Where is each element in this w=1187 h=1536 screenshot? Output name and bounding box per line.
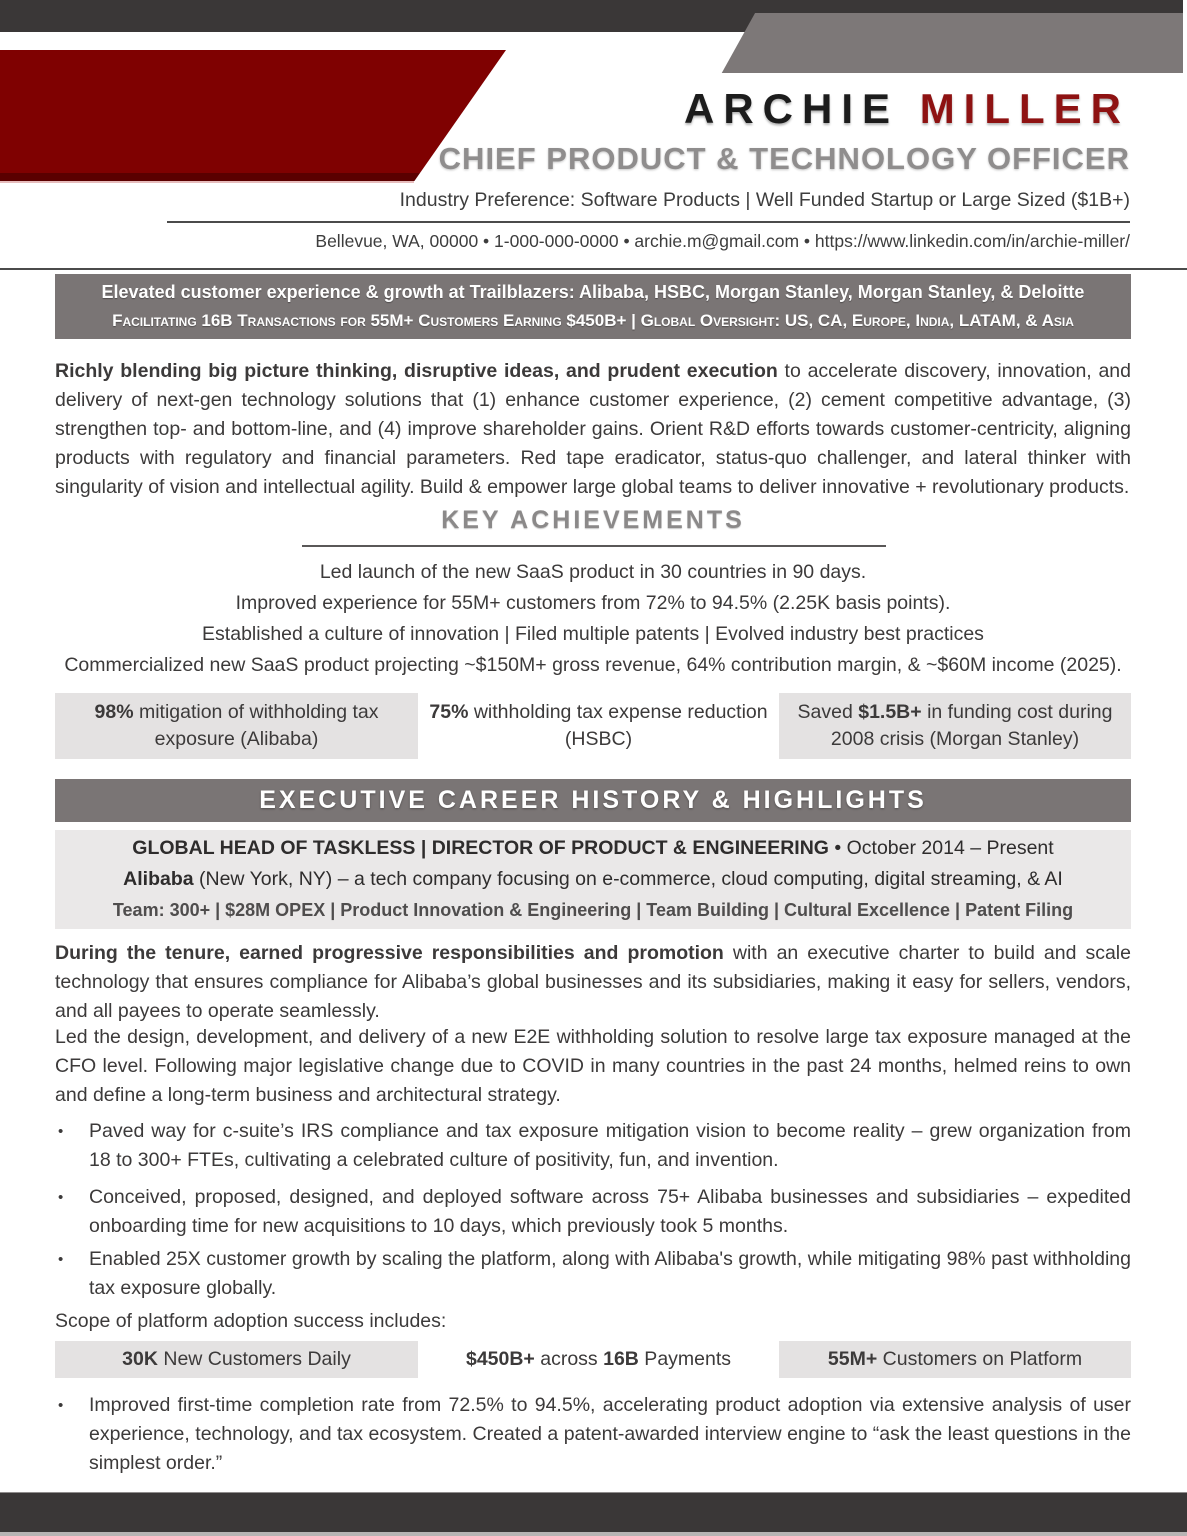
paragraph-e2e: Led the design, development, and delivery of a new E2E withholding solution to resolve large tax exposure managed at the CFO level. Following major legislative change due to COVID in many countries in the past 24 months, helmed reins to own and define a long-term business and architectural strategy.	[55, 1026, 1131, 1106]
bullet-item	[55, 1245, 1131, 1303]
bullet-text: Paved way for c-suite’s IRS compliance and tax exposure mitigation vision to become reality – grew organization from 18 to 300+ FTEs, cultivating a celebrated culture of positivity, fun, and invention.	[89, 1120, 1131, 1171]
role-line: GLOBAL HEAD OF TASKLESS | DIRECTOR OF PRODUCT & ENGINEERING • October 2014 – Present	[132, 837, 1054, 859]
last-name: MILLER	[919, 85, 1130, 132]
page-divider	[0, 268, 1187, 270]
header	[55, 84, 1130, 252]
person-name	[55, 84, 1130, 134]
highlight-banner	[55, 274, 1131, 339]
header-divider	[167, 221, 1130, 223]
job-header-box	[55, 830, 1131, 929]
bullet-icon: •	[58, 1123, 64, 1140]
stat-box-new-customers: 30K New Customers Daily	[55, 1341, 418, 1378]
key-achievements-heading: KEY ACHIEVEMENTS	[441, 506, 745, 534]
paragraph-tenure: During the tenure, earned progressive responsibilities and promotion with an executive charter to build and scale technology that ensures compliance for Alibaba’s global businesses and its subsidiaries, making it easy for sellers, vendors, and all payees to operate seamlessly.	[55, 942, 1131, 1022]
banner-line-2: Facilitating 16B Transactions for 55M+ Customers Earning $450B+ | Global Oversight: US, CA, Europe, India, LATAM, & Asia	[112, 311, 1074, 330]
summary-paragraph: Richly blending big picture thinking, disruptive ideas, and prudent execution to accelerate discovery, innovation, and delivery of next-gen technology solutions that (1) enhance customer experience, (2) cement competitive advantage, (3) strengthen top- and bottom-line, and (4) improve shareholder gains. Orient R&D efforts towards customer-centricity, aligning products with regulatory and financial parameters. Red tape eradicator, status-quo challenger, and lateral thinker with singularity of vision and intellectual agility. Build & empower large global teams to deliver innovative + revolutionary products.	[55, 360, 1131, 498]
footer-charcoal-band	[0, 1492, 1187, 1533]
contact-line: Bellevue, WA, 00000 • 1-000-000-0000 • archie.m@gmail.com • https://www.linkedin.com/in/archie-miller/	[315, 231, 1130, 251]
career-history-banner: EXECUTIVE CAREER HISTORY & HIGHLIGHTS	[55, 779, 1131, 822]
stat-item-payments: $450B+ across 16B Payments	[465, 1348, 732, 1370]
key-achievements-list	[55, 557, 1131, 681]
stat-box-customers-platform: 55M+ Customers on Platform	[779, 1341, 1131, 1378]
stat-item-hsbc: 75% withholding tax expense reduction (HSBC)	[429, 701, 768, 750]
scope-line: Scope of platform adoption success includes:	[55, 1310, 447, 1332]
achievement-item: Led launch of the new SaaS product in 30 countries in 90 days.	[319, 561, 867, 583]
bullet-icon: •	[58, 1397, 64, 1414]
bullet-text: Improved first-time completion rate from 72.5% to 94.5%, accelerating product adoption via extensive analysis of user experience, technology, and tax ecosystem. Created a patent-awarded interview engine to “ask the least questions in the simplest order.”	[89, 1394, 1131, 1474]
footer-gray-strip	[0, 1532, 1187, 1536]
bullet-item	[55, 1391, 1131, 1478]
stat-row-platform	[55, 1341, 1131, 1378]
key-achievements-divider	[302, 545, 886, 547]
bullet-icon: •	[58, 1251, 64, 1268]
team-line: Team: 300+ | $28M OPEX | Product Innovation & Engineering | Team Building | Cultural Excellence | Patent Filing	[112, 900, 1074, 920]
bullet-icon: •	[58, 1189, 64, 1206]
stat-box-morgan-stanley: Saved $1.5B+ in funding cost during 2008 crisis (Morgan Stanley)	[779, 693, 1131, 759]
bullet-text: Enabled 25X customer growth by scaling the platform, along with Alibaba's growth, while mitigating 98% past withholding tax exposure globally.	[89, 1248, 1131, 1299]
achievement-item: Commercialized new SaaS product projecting ~$150M+ gross revenue, 64% contribution margin, & ~$60M income (2025).	[64, 654, 1122, 676]
bullet-item	[55, 1117, 1131, 1175]
stat-box-alibaba: 98% mitigation of withholding tax exposure (Alibaba)	[55, 693, 418, 759]
first-name: ARCHIE	[684, 85, 900, 132]
bullet-item	[55, 1183, 1131, 1241]
bullet-text: Conceived, proposed, designed, and deployed software across 75+ Alibaba businesses and subsidiaries – expedited onboarding time for new acquisitions to 10 days, which previously took 5 months.	[89, 1186, 1131, 1237]
industry-preference: Industry Preference: Software Products | Well Funded Startup or Large Sized ($1B+)	[399, 189, 1130, 211]
gray-corner-parallelogram	[700, 13, 1183, 73]
banner-line-1: Elevated customer experience & growth at Trailblazers: Alibaba, HSBC, Morgan Stanley, Morgan Stanley, & Deloitte	[101, 282, 1085, 302]
company-line: Alibaba (New York, NY) – a tech company focusing on e-commerce, cloud computing, digital streaming, & AI	[123, 868, 1063, 890]
stat-row-achievements	[55, 693, 1131, 759]
page-title: CHIEF PRODUCT & TECHNOLOGY OFFICER	[438, 141, 1130, 176]
achievement-item: Improved experience for 55M+ customers from 72% to 94.5% (2.25K basis points).	[235, 592, 951, 614]
achievement-item: Established a culture of innovation | Filed multiple patents | Evolved industry best practices	[202, 623, 984, 645]
